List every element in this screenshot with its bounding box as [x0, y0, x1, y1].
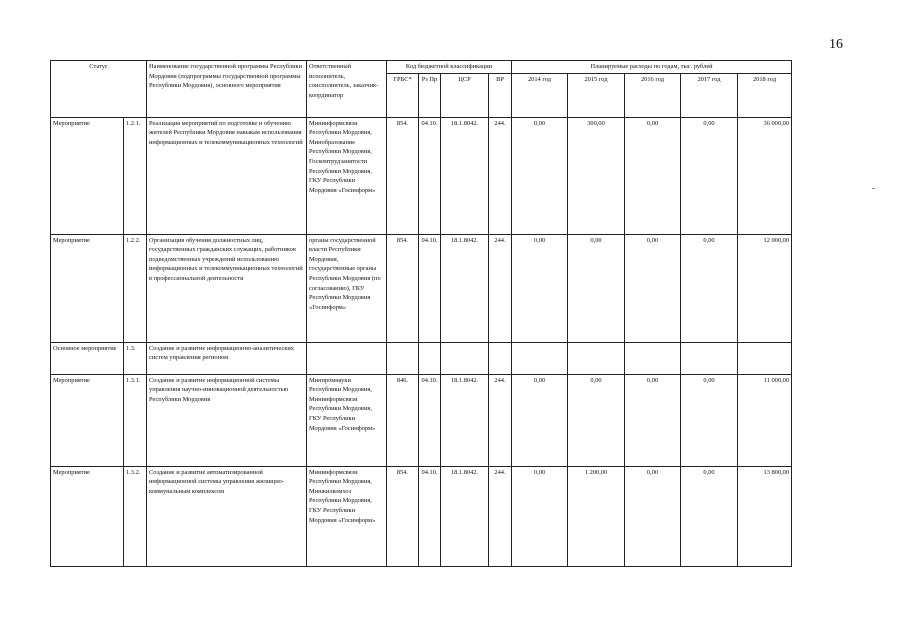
table-row — [51, 117, 792, 234]
row-value-2018: 11 000,00 — [738, 374, 792, 466]
row-value-2014: 0,00 — [512, 374, 568, 466]
row-vr: 244. — [489, 234, 512, 342]
header-vr: ВР — [489, 73, 512, 117]
table-row — [51, 234, 792, 342]
row-responsible — [307, 342, 387, 374]
row-value-2016: 0,00 — [625, 466, 681, 566]
row-code: 1.3.2. — [124, 466, 147, 566]
row-code: 1.2.1. — [124, 117, 147, 234]
row-status: Основное мероприятие — [51, 342, 124, 374]
header-status: Статус — [51, 61, 147, 118]
row-rz: 04.10. — [419, 234, 441, 342]
row-name: Создание и развитие автоматизированной информационной системы управления жилищно-коммунальным комплексом — [147, 466, 307, 566]
row-vr: 244. — [489, 466, 512, 566]
row-csr: 18.1.8042. — [441, 234, 489, 342]
table-row — [51, 466, 792, 566]
header-row-1 — [51, 61, 792, 74]
row-vr: 244. — [489, 374, 512, 466]
row-name: Организация обучения должностных лиц, государственных гражданских служащих, работников подведомственных учреждений использованию информационных и телекоммуникационных технологий в профессиональной деятельности — [147, 234, 307, 342]
row-value-2017: 0,00 — [681, 234, 738, 342]
row-value-2015: 0,00 — [568, 374, 625, 466]
page-number: 16 — [829, 37, 843, 52]
row-responsible: Мининформсвязи Республики Мордовия, Минобразование Республики Мордовия, Госкомтрудзанятости Республики Мордовия, ГКУ Республики Мордовия «Госинформ» — [307, 117, 387, 234]
row-csr: 18.1.8042. — [441, 466, 489, 566]
scan-artifact — [872, 188, 875, 189]
header-year-2017: 2017 год — [681, 73, 738, 117]
header-year-2016: 2016 год — [625, 73, 681, 117]
row-value-2016: 0,00 — [625, 374, 681, 466]
row-value-2016 — [625, 342, 681, 374]
row-rz: 04.10. — [419, 374, 441, 466]
row-grbs: 854. — [387, 117, 419, 234]
row-code: 1.3.1. — [124, 374, 147, 466]
row-status: Мероприятие — [51, 374, 124, 466]
row-status: Мероприятие — [51, 234, 124, 342]
row-value-2015: 1 200,00 — [568, 466, 625, 566]
header-name: Наименование государственной программы Республики Мордовия (подпрограммы государственной программы Республики Мордовия), основного мероприятия — [147, 61, 307, 118]
row-value-2018: 36 000,00 — [738, 117, 792, 234]
header-csr: ЦСР — [441, 73, 489, 117]
row-vr: 244. — [489, 117, 512, 234]
row-grbs — [387, 342, 419, 374]
row-responsible: Минпромнауки Республики Мордовия, Мининформсвязи Республики Мордовия, ГКУ Республики Мордовия «Госинформ» — [307, 374, 387, 466]
header-rz-pr: Рз Пр — [419, 73, 441, 117]
row-status: Мероприятие — [51, 117, 124, 234]
row-status: Мероприятие — [51, 466, 124, 566]
row-value-2016: 0,00 — [625, 117, 681, 234]
row-value-2016: 0,00 — [625, 234, 681, 342]
row-responsible: Мининформсвязи Республики Мордовия, Минжилкомхоз Республики Мордовия, ГКУ Республики Мордовия «Госинформ» — [307, 466, 387, 566]
row-name: Реализация мероприятий по подготовке и обучению жителей Республики Мордовия навыкам использования информационных и телекоммуникационных технологий — [147, 117, 307, 234]
row-value-2018: 12 000,00 — [738, 234, 792, 342]
table-row — [51, 374, 792, 466]
row-rz: 04.10. — [419, 117, 441, 234]
header-budget-code: Код бюджетной классификации — [387, 61, 512, 74]
table-row — [51, 342, 792, 374]
row-value-2014: 0,00 — [512, 117, 568, 234]
row-code: 1.2.2. — [124, 234, 147, 342]
row-value-2015: 0,00 — [568, 234, 625, 342]
row-value-2017: 0,00 — [681, 466, 738, 566]
row-value-2014: 0,00 — [512, 234, 568, 342]
row-csr: 18.1.8042. — [441, 117, 489, 234]
budget-table — [50, 60, 792, 567]
row-responsible: органы государственной власти Республики Мордовия, государственные органы Республики Мордовия (по согласованию), ГКУ Республики Мордовия «Госинформ» — [307, 234, 387, 342]
row-value-2018: 13 800,00 — [738, 466, 792, 566]
row-value-2017: 0,00 — [681, 374, 738, 466]
row-value-2018 — [738, 342, 792, 374]
row-grbs: 854. — [387, 466, 419, 566]
row-csr: 18.1.8042. — [441, 374, 489, 466]
row-value-2015 — [568, 342, 625, 374]
row-value-2017: 0,00 — [681, 117, 738, 234]
row-vr — [489, 342, 512, 374]
row-grbs: 854. — [387, 234, 419, 342]
row-csr — [441, 342, 489, 374]
header-year-2014: 2014 год — [512, 73, 568, 117]
row-rz — [419, 342, 441, 374]
row-code: 1.3. — [124, 342, 147, 374]
header-year-2018: 2018 год — [738, 73, 792, 117]
row-value-2014 — [512, 342, 568, 374]
row-name: Создание и развитие информационно-аналитических систем управления регионом — [147, 342, 307, 374]
row-value-2014: 0,00 — [512, 466, 568, 566]
row-value-2017 — [681, 342, 738, 374]
row-grbs: 846. — [387, 374, 419, 466]
row-rz: 04.10. — [419, 466, 441, 566]
row-value-2015: 300,00 — [568, 117, 625, 234]
header-planned: Планируемые расходы по годам, тыс. рублей — [512, 61, 792, 74]
header-grbs: ГРБС* — [387, 73, 419, 117]
header-responsible: Ответственный исполнитель, соисполнитель, заказчик-координатор — [307, 61, 387, 118]
header-year-2015: 2015 год — [568, 73, 625, 117]
row-name: Создание и развитие информационной системы управления научно-инновационной деятельностью Республики Мордовия — [147, 374, 307, 466]
